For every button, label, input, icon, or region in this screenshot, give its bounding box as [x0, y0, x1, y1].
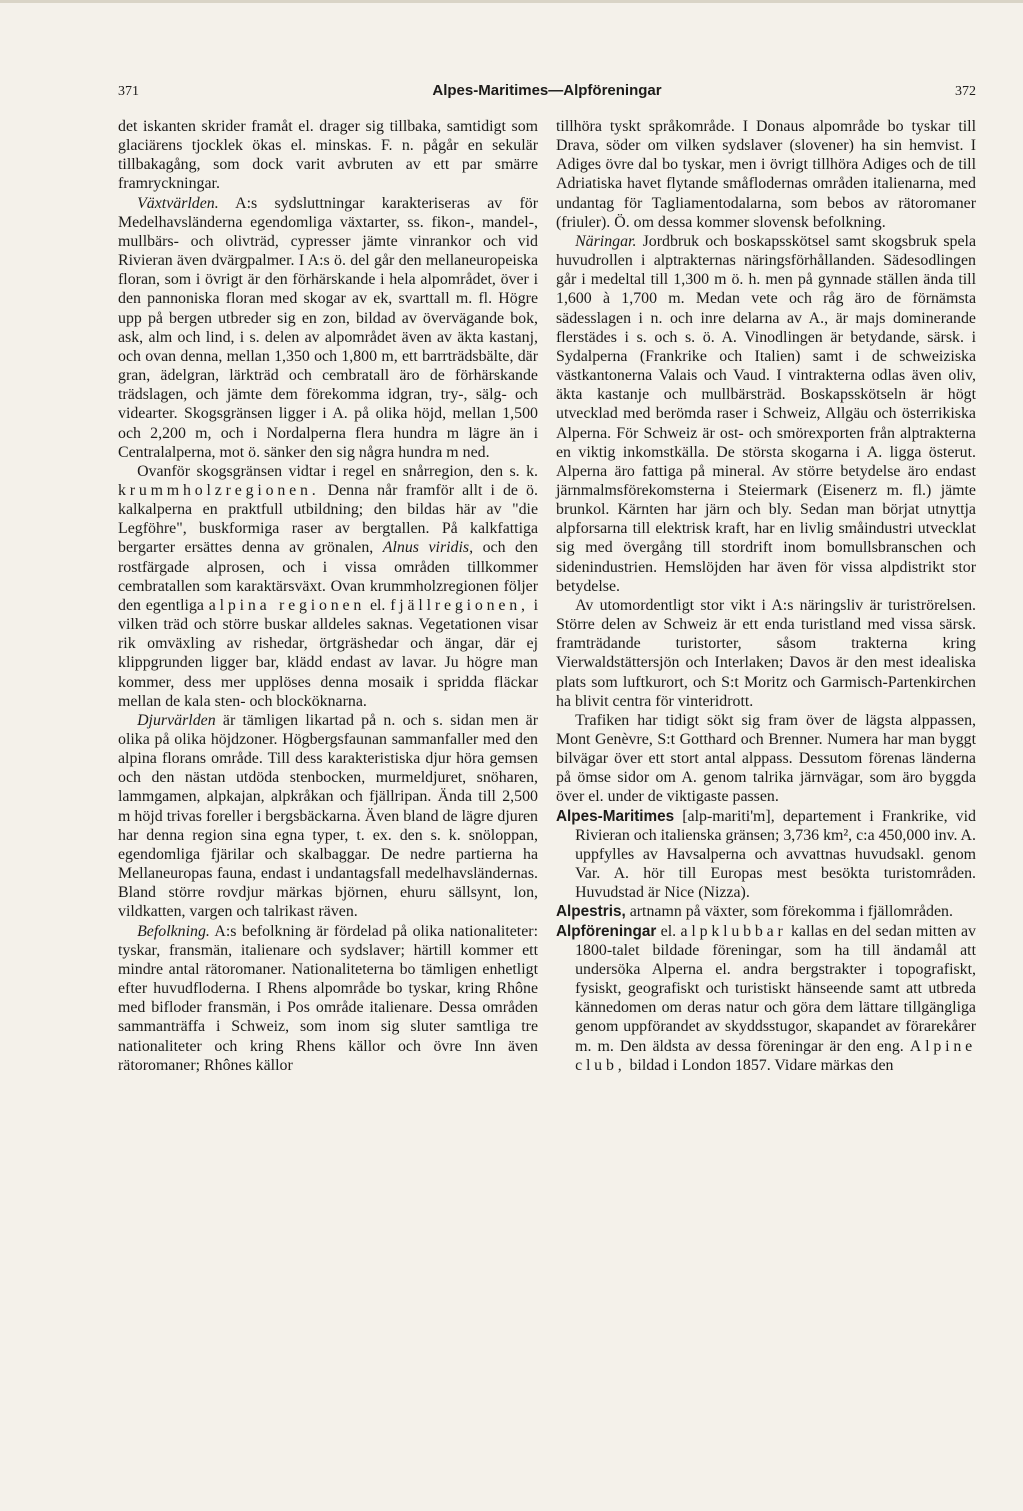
top-edge-rule — [0, 0, 1023, 3]
paragraph-economy-text: Jordbruk och boskapsskötsel samt skogsbruk spela huvudrollen i alptrakternas näringsförhållanden. Sädesodlingen går i medeltal till 1,300 m ö. h. men på gynnade ställen ända till 1,600 à 1,700 m. Medan vete och råg äro de förnämsta sädesslagen i n. och inre delarna av A., är majs dominerande flerstädes i s. och s. ö. A. Vinodlingen är betydande, särsk. i Sydalperna (Frankrike och Italien) samt i de schweiziska västkantonerna Valais och Vaud. I vintrakterna odlas även oliv, äkta kastanje och mullbärsträd. Boskapsskötseln är högt utvecklad med berömda raser i Schweiz, Allgäu och österrikiska Alperna. För Schweiz är ost- och smörexporten från alptrakterna en viktig inkomstkälla. De största skogarna i A. ligga österut. Alperna äro fattiga på mineral. Av större betydelse äro endast järnmalmsförekomsterna i Steiermark (Eisenerz m. fl.) jämte brunkol. Kärnten har järn och bly. Sedan man börjat utnyttja alpforsarna till elektrisk kraft, har en livlig småindustri utvecklat sig med övergång till stordrift inom bomullsbranschen och sidenindustrien. Hemslöjden har även för vissa alpdistrikt stor betydelse. — [556, 232, 977, 595]
right-column — [556, 117, 976, 1075]
spaced-term-alpina: alpina regionen — [208, 596, 366, 614]
entry-alpforeningar — [556, 922, 976, 1075]
paragraph-population — [118, 922, 538, 1075]
headword-alpes-maritimes: Alpes-Maritimes — [556, 807, 675, 825]
entry-alpes-maritimes — [556, 807, 976, 903]
section-heading-flora: Växtvärlden. — [137, 194, 219, 212]
paragraph-krummholz — [118, 462, 538, 711]
page-number-right: 372 — [955, 84, 976, 99]
running-head: Alpes-Maritimes—Alpföreningar — [432, 82, 662, 99]
italic-term-alnus: Alnus viridis, — [382, 539, 474, 557]
section-heading-economy: Näringar. — [575, 232, 637, 250]
paragraph-glaciers: det iskanten skrider framåt el. drager sig tillbaka, samtidigt som glaciärens tjocklek ökas el. minskas. F. n. pågår en sekulär tillbakagång, som dock varit avbruten av ett par smärre framryckningar. — [118, 118, 538, 193]
paragraph-flora-text: A:s sydsluttningar karakteriseras av för Medelhavsländerna egendomliga växtarter, ss. fikon-, mandel-, mullbärs- och olivträd, cypresser jämte vinrankor och vid Rivieran även dvärgpalmer. I A:s ö. del går den mellaneuropeiska floran, som i övrigt är den förhärskande i hela alpområdet, över i den pannoniska floran med skogar av ek, svarttall m. fl. Högre upp på bergen utbreder sig en zon, bildad av övervägande bok, ask, alm och lind, i s. delen av alpområdet även av äkta kastanj, och ovan denna, mellan 1,350 och 1,800 m, ett barrträdsbälte, där gran, ädelgran, lärkträd och cembratall äro de förhärskande trädslagen, och jämte dem förekomma idgran, try-, sälg- och videarter. Skogsgränsen ligger i A. på olika höjd, mellan 1,500 och 2,200 m, och i Nordalperna flera hundra m lägre än i Centralalperna, mot ö. sänker den sig några hundra m ned. — [118, 194, 538, 461]
spaced-term-alpine-club: Alpine club, — [575, 1037, 976, 1074]
paragraph-population-text: A:s befolkning är fördelad på olika nationaliteter: tyskar, fransmän, italienare och sydslaver; härtill kommer ett mindre antal rätoromaner. Nationaliteterna bo tämligen enhetligt efter huvudfloderna. I Rhens alpområde bo tyskar, kring Rhône med bifloder fransmän, i Pos område italienare. Dessa områden sammanträffa i Schweiz, som inom sig sluter samtliga tre nationaliteter och kring Rhens källor och övre Inn även rätoromaner; Rhônes källor — [118, 922, 538, 1074]
paragraph-fauna — [118, 711, 538, 922]
paragraph-economy — [556, 232, 976, 596]
headword-alpforeningar: Alpföreningar — [556, 922, 657, 940]
paragraph-languages: tillhöra tyskt språkområde. I Donaus alpområde bo tyskar till Drava, söder om vilken sydslaver (slovener) ha sin hemvist. I Adiges övre dal bo tyskar, men i övrigt tillhöra Adiges och de till Adriatiska havet flytande småflodernas områden italienarna, med undantag för Tagliamentodalarna, som bebos av rätoromaner (friuler). Ö. om dessa kommer slovensk befolkning. — [556, 118, 976, 231]
section-heading-population: Befolkning. — [137, 922, 210, 940]
section-heading-fauna: Djurvärlden — [137, 711, 216, 729]
headword-alpestris: Alpestris, — [556, 903, 626, 921]
paragraph-flora — [118, 194, 538, 462]
text-run: el. — [660, 922, 677, 940]
paragraph-fauna-text: är tämligen likartad på n. och s. sidan men är olika på olika höjdzoner. Högbergsfaunan sammanfaller med den alpina florans område. Till dess karakteristiska djur höra gemsen och den nästan utdöda stenbocken, murmeldjuret, snöharen, lammgamen, alpkajan, alpkråkan och fjällripan. Ända till 2,500 m höjd trivas foreller i bergsbäckarna. Även bland de lägre djuren har denna region sina egna typer, t. ex. den s. k. snöloppan, egendomliga fjärilar och skalbaggar. De nedre partierna ha Mellaneuropas fauna, endast i undantagsfall medelhavsländernas. Bland större rovdjur märkas björnen, ehuru sällsynt, lon, vildkatten, vargen och talrikast räven. — [118, 711, 538, 921]
entry-text: [alp-mariti'm], departement i Frankrike, vid Rivieran och italienska gränsen; 3,736 km², c:a 450,000 inv. A. uppfylles av Havsalperna och avvattnas huvudsakl. genom Var. A. hör till Europas mest besökta turistområden. Huvudstad är Nice (Nizza). — [575, 807, 976, 902]
text-run: kallas en del sedan mitten av 1800-talet bildade föreningar, som ha till ändamål att undersöka Alperna el. andra bergstrakter i topografiskt, fysiskt, geografiskt och turistiskt hänseende samt att utbreda kännedomen om deras natur och göra dem lättare tillgängliga genom uppförandet av skyddsstugor, skapandet av förarekårer m. m. Den äldsta av dessa föreningar är den eng. — [575, 922, 976, 1055]
entry-text: artnamn på växter, som förekomma i fjällområden. — [629, 903, 953, 921]
text-run: i vilken träd och större buskar alldeles saknas. Vegetationen visar rik omväxling av rishedar, örtgräshedar och ängar, där ej klippgrunden ligger bar, klädd endast av lavar. Ju högre man kommer, dess mer upplöses denna mosaik i spridda fläckar mellan de kala sten- och blocköknarna. — [118, 596, 538, 710]
text-run: och den rostfärgade alprosen, och i vissa områden tillkommer cembratallen som karaktärsväxt. Ovan krummholzregionen följer den egentliga — [118, 539, 538, 614]
paragraph-tourism: Av utomordentligt stor vikt i A:s näringsliv är turiströrelsen. Större delen av Schweiz är ett enda turistland med vissa särsk. framträdande turistorter, såsom trakterna kring Vierwaldstättersjön och Interlaken; Davos är den mest idealiska plats som luftkurort, och S:t Moritz och Garmisch-Partenkirchen ha blivit centra för vinteridrott. — [556, 596, 976, 710]
page-header — [118, 80, 976, 106]
text-run: bildad i London 1857. Vidare märkas den — [629, 1056, 894, 1074]
page-number-left: 371 — [118, 84, 139, 99]
paragraph-traffic: Trafiken har tidigt sökt sig fram över de lägsta alppassen, Mont Genèvre, S:t Gotthard och Brenner. Numera har man byggt bilvägar över ett stort antal alppass. Dessutom förenas länderna på ömse sidor om A. genom talrika järnvägar, som äro byggda över el. under de viktigaste passen. — [556, 711, 976, 806]
spaced-term-krummholz: krummholzregionen. — [118, 481, 320, 499]
spaced-term-fjall: fjällregionen, — [390, 596, 529, 614]
spaced-term-alpklubbar: alpklubbar — [680, 922, 787, 940]
text-run: Ovanför skogsgränsen vidtar i regel en snårregion, den s. k. — [137, 462, 538, 480]
text-run: el. — [369, 596, 386, 614]
entry-alpestris — [556, 902, 976, 921]
left-column — [118, 117, 538, 1075]
text-run: Denna når framför allt i de ö. kalkalperna en praktfull utbildning; den bildas här av "die Legföhre", buskformiga raser av bergtallen. På kalkfattiga bergarter ersättes denna av grönalen, — [118, 481, 538, 557]
